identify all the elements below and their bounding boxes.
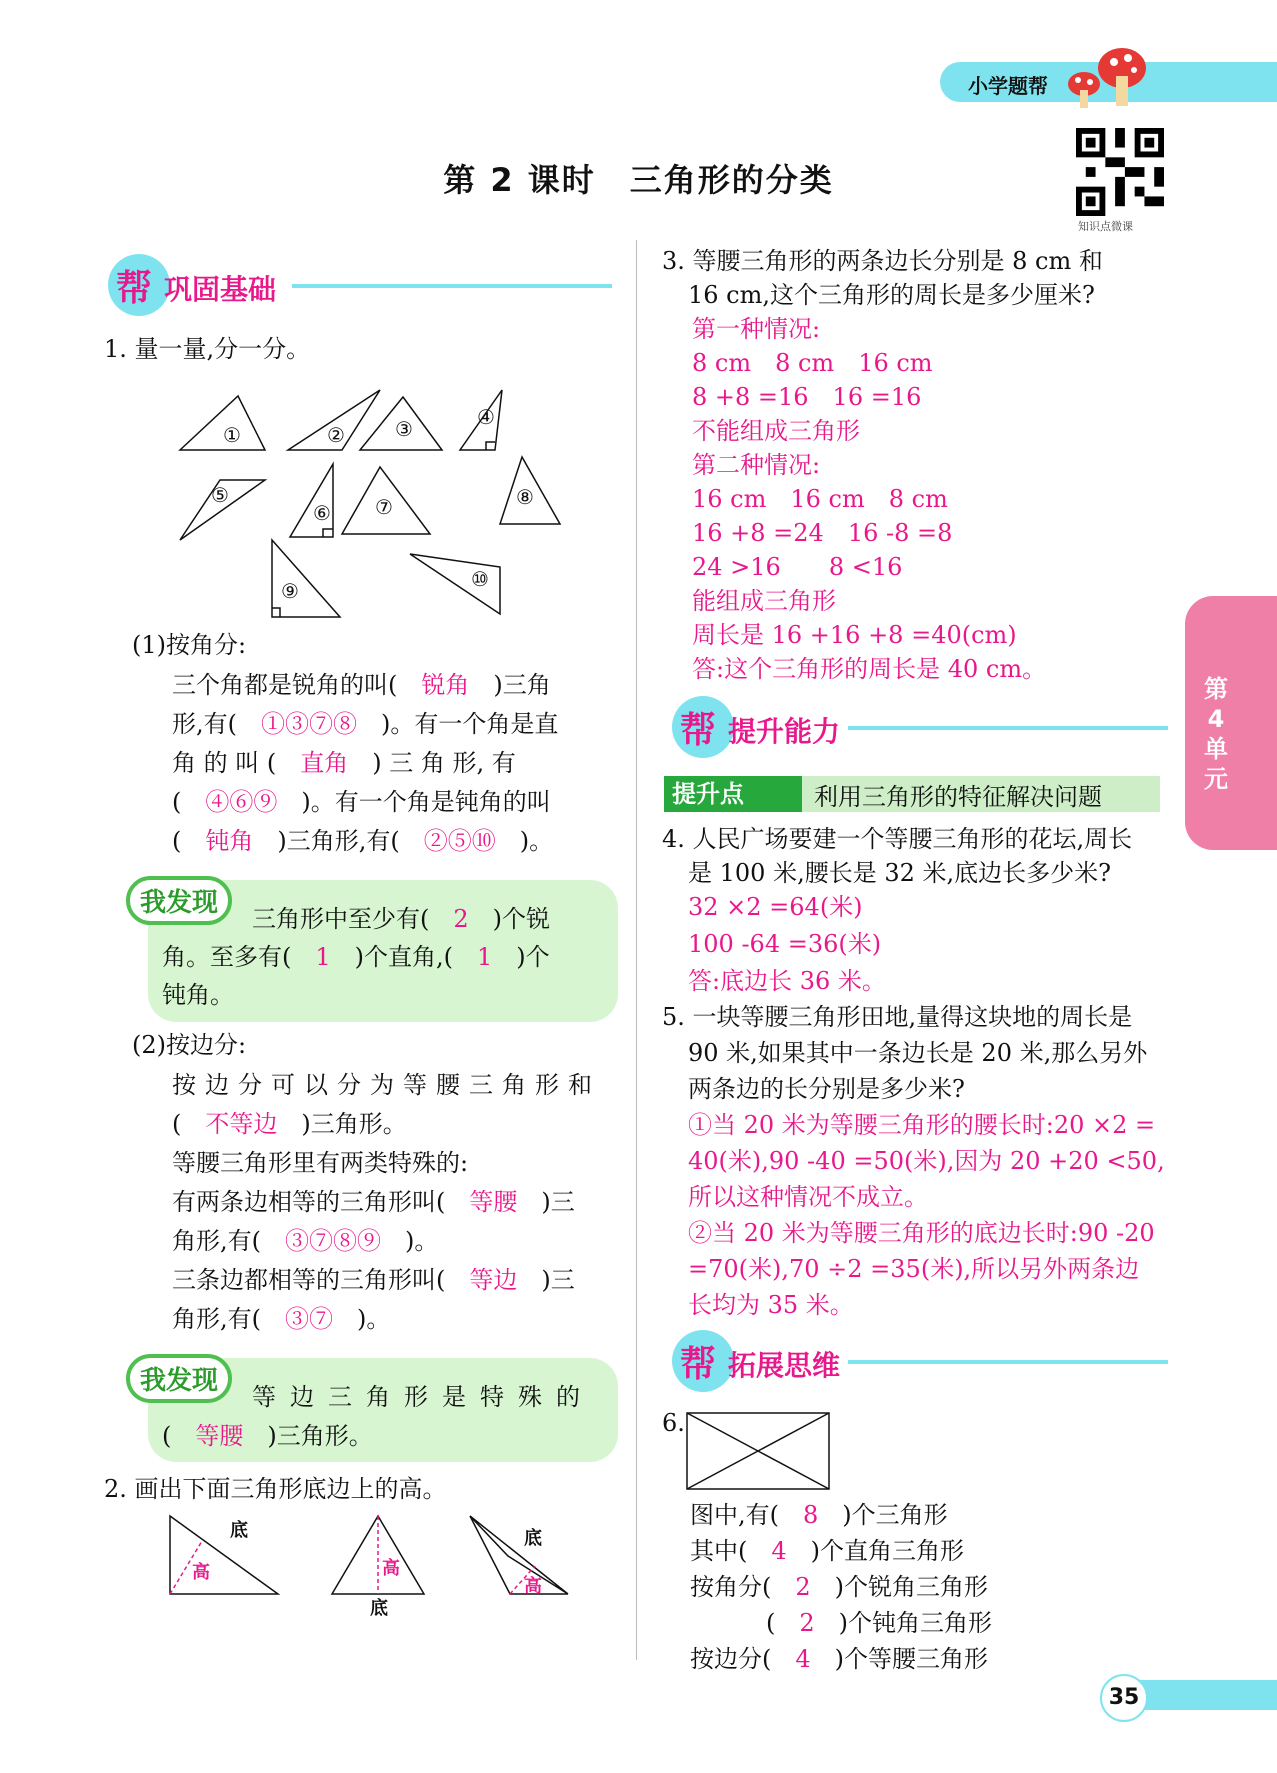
answer: 直角 (300, 749, 349, 777)
q3-answer-line: 8 cm 8 cm 16 cm (692, 349, 933, 377)
answer: 不等边 (205, 1110, 278, 1138)
finding-badge: 我发现 (126, 1354, 232, 1403)
q3-answer-line: 8 +8 =16 16 =16 (692, 383, 922, 411)
q4-answer-line: 32 ×2 =64(米) (688, 893, 863, 921)
q6-line: ( 2 )个钝角三角形 (766, 1609, 993, 1637)
q2-triangles-figure (160, 1506, 580, 1619)
answer: 等腰 (195, 1422, 244, 1450)
unit-side-tab[interactable] (1185, 596, 1277, 850)
height-label: 高 (524, 1576, 542, 1597)
finding-line: ( 等腰 )三角形。 (162, 1422, 373, 1450)
q6-line: 按角分( 2 )个锐角三角形 (690, 1573, 989, 1601)
answer: 8 (803, 1501, 819, 1529)
answer: 锐角 (421, 671, 470, 699)
answer: ①③⑦⑧ (261, 710, 357, 738)
q3-answer-line: 答:这个三角形的周长是 40 cm。 (692, 655, 1047, 683)
answer: 等边 (469, 1266, 518, 1294)
column-divider (636, 240, 637, 1660)
triangle-label: ⑦ (375, 495, 393, 519)
page-number: 35 (1100, 1674, 1148, 1722)
page-title: 第 2 课时 三角形的分类 (443, 161, 834, 199)
q3-answer-line: 第一种情况: (692, 315, 821, 343)
q1-line: 有两条边相等的三角形叫( 等腰 )三 (172, 1188, 575, 1216)
q3-answer-line: 16 cm 16 cm 8 cm (692, 485, 948, 513)
section-title: 提升能力 (728, 715, 841, 748)
qr-code-icon[interactable] (1073, 128, 1167, 216)
q1-part2-title: (2)按边分: (132, 1031, 247, 1059)
q5-answer-line: ①当 20 米为等腰三角形的腰长时:20 ×2 = (688, 1111, 1156, 1139)
triangle-label: ⑨ (281, 579, 299, 603)
q5-answer-line: =70(米),70 ÷2 =35(米),所以另外两条边 (688, 1255, 1140, 1283)
finding-line: 钝角。 (162, 981, 234, 1009)
answer: 2 (799, 1609, 815, 1637)
answer: 4 (771, 1537, 787, 1565)
triangle-label: ④ (477, 405, 495, 429)
section-improve: 帮 提升能力 (672, 696, 1168, 760)
triangle-label: ③ (395, 417, 413, 441)
q5-stem: 两条边的长分别是多少米? (688, 1075, 965, 1103)
q3-answer-line: 第二种情况: (692, 451, 821, 479)
base-label: 底 (230, 1520, 248, 1541)
section-title: 巩固基础 (164, 273, 277, 306)
q4-answer-line: 100 -64 =36(米) (688, 930, 882, 958)
q1-part1-title: (1)按角分: (132, 631, 247, 659)
triangle-label: ② (327, 423, 345, 447)
finding-line: 等边三角形是特殊的 (252, 1383, 594, 1411)
unit-label: 第4单元 (1204, 675, 1228, 793)
finding-line: 三角形中至少有( 2 )个锐 (252, 905, 551, 933)
q3-answer-line: 不能组成三角形 (692, 417, 860, 445)
tisheng-text: 利用三角形的特征解决问题 (814, 783, 1102, 811)
q1-triangles-figure (170, 372, 534, 622)
q6-line: 按边分( 4 )个等腰三角形 (690, 1645, 989, 1673)
q3-answer-line: 能组成三角形 (692, 587, 836, 615)
tisheng-bar (664, 776, 1160, 812)
triangle-label: ⑩ (471, 567, 489, 591)
triangle-label: ⑧ (516, 485, 534, 509)
q6-rectangle-figure (686, 1412, 832, 1492)
section-consolidate: 帮 巩固基础 (108, 254, 613, 318)
q1-line: ( 钝角 )三角形,有( ②⑤⑩ )。 (172, 827, 554, 855)
q1-line: 角形,有( ③⑦ )。 (172, 1305, 391, 1333)
q1-line: 角 的 叫 ( 直角 ) 三 角 形, 有 (172, 749, 516, 777)
q5-answer-line: ②当 20 米为等腰三角形的底边长时:90 -20 (688, 1219, 1155, 1247)
q3-answer-line: 24 >16 8 <16 (692, 553, 903, 581)
q4-stem: 4. 人民广场要建一个等腰三角形的花坛,周长 (662, 825, 1133, 853)
height-label: 高 (382, 1558, 400, 1579)
answer: 1 (477, 943, 493, 971)
section-title: 拓展思维 (728, 1349, 841, 1382)
section-expand: 帮 拓展思维 (672, 1330, 1168, 1394)
q6-line: 图中,有( 8 )个三角形 (690, 1501, 948, 1529)
brand-label: 小学题帮 (968, 74, 1048, 98)
q6-line: 其中( 4 )个直角三角形 (690, 1537, 965, 1565)
qr-caption: 知识点微课 (1078, 220, 1133, 233)
q4-answer-line: 答:底边长 36 米。 (688, 967, 886, 995)
answer: ③⑦⑧⑨ (285, 1227, 381, 1255)
q3-stem: 3. 等腰三角形的两条边长分别是 8 cm 和 (662, 247, 1103, 275)
q1-line: 等腰三角形里有两类特殊的: (172, 1149, 469, 1177)
tisheng-label: 提升点 (664, 776, 802, 812)
triangle-label: ① (223, 423, 241, 447)
q1-line: 角形,有( ③⑦⑧⑨ )。 (172, 1227, 439, 1255)
q1-line: 三条边都相等的三角形叫( 等边 )三 (172, 1266, 575, 1294)
answer: 1 (315, 943, 331, 971)
q5-stem: 90 米,如果其中一条边长是 20 米,那么另外 (688, 1039, 1148, 1067)
answer: 4 (795, 1645, 811, 1673)
q4-stem: 是 100 米,腰长是 32 米,底边长多少米? (688, 859, 1111, 887)
triangle-label: ⑤ (211, 483, 229, 507)
finding-line: 角。至多有( 1 )个直角,( 1 )个 (162, 943, 550, 971)
answer: ③⑦ (285, 1305, 333, 1333)
answer: ④⑥⑨ (205, 788, 278, 816)
q5-answer-line: 所以这种情况不成立。 (688, 1183, 928, 1211)
q6-number: 6. (662, 1409, 685, 1437)
q1-line: ( 不等边 )三角形。 (172, 1110, 407, 1138)
q1-line: 三个角都是锐角的叫( 锐角 )三角 (172, 671, 551, 699)
q1-line: 形,有( ①③⑦⑧ )。有一个角是直 (172, 710, 559, 738)
q5-answer-line: 40(米),90 -40 =50(米),因为 20 +20 <50, (688, 1147, 1165, 1175)
finding-badge: 我发现 (126, 876, 232, 925)
q1-line: 按边分可以分为等腰三角形和 (172, 1071, 601, 1099)
mushroom-logo (1064, 40, 1148, 112)
q3-answer-line: 16 +8 =24 16 -8 =8 (692, 519, 953, 547)
answer: 等腰 (469, 1188, 518, 1216)
answer: 2 (453, 905, 469, 933)
q3-stem: 16 cm,这个三角形的周长是多少厘米? (688, 281, 1095, 309)
answer: ②⑤⑩ (423, 827, 496, 855)
q2-stem: 2. 画出下面三角形底边上的高。 (104, 1475, 447, 1503)
triangle-label: ⑥ (313, 501, 331, 525)
q5-answer-line: 长均为 35 米。 (688, 1291, 854, 1319)
base-label: 底 (524, 1528, 542, 1549)
q1-line: ( ④⑥⑨ )。有一个角是钝角的叫 (172, 788, 551, 816)
q3-answer-line: 周长是 16 +16 +8 =40(cm) (692, 621, 1017, 649)
answer: 2 (795, 1573, 811, 1601)
base-label: 底 (370, 1598, 388, 1619)
height-label: 高 (192, 1562, 210, 1583)
q5-stem: 5. 一块等腰三角形田地,量得这块地的周长是 (662, 1003, 1133, 1031)
answer: 钝角 (205, 827, 254, 855)
q1-stem: 1. 量一量,分一分。 (104, 335, 311, 363)
